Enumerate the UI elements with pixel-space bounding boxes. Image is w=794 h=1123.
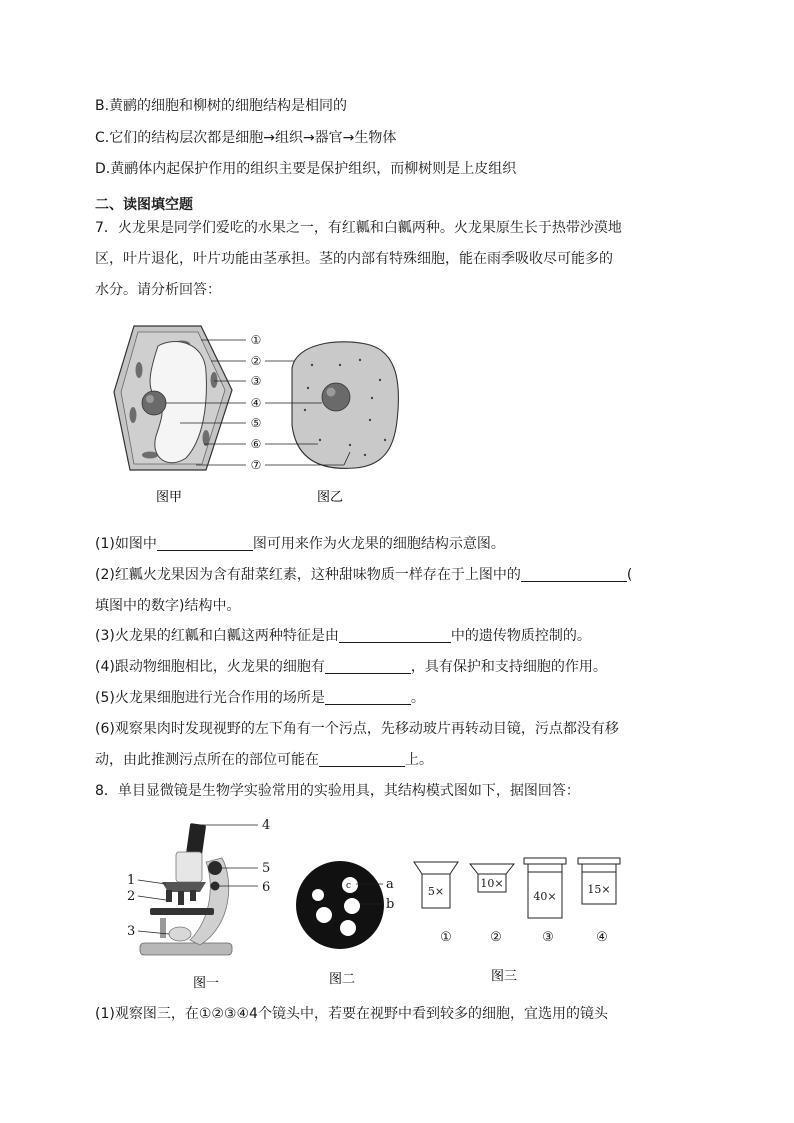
label-m2: 2 xyxy=(127,889,136,904)
microscope-stage xyxy=(150,908,214,915)
q7-sub-4-text: (4)跟动物细胞相比，火龙果的细胞有 xyxy=(95,659,325,675)
lens-number-1: ① xyxy=(440,930,452,945)
fine-focus-knob xyxy=(211,882,220,891)
objective xyxy=(190,890,196,901)
q7-sub-2 xyxy=(95,565,632,585)
disc-hole xyxy=(312,889,324,901)
label-1: ① xyxy=(250,333,262,347)
nucleus xyxy=(142,391,166,415)
section-title: 二、读图填空题 xyxy=(95,197,193,213)
label-3: ③ xyxy=(250,374,262,388)
option-d: D.黄鹂体内起保护作用的组织主要是保护组织，而柳树则是上皮组织 xyxy=(95,161,517,177)
answer-blank[interactable] xyxy=(325,658,411,674)
q8-intro: 8．单目显微镜是生物学实验常用的实验用具，其结构模式图如下，据图回答： xyxy=(95,783,580,799)
answer-blank[interactable] xyxy=(325,689,411,705)
q7-intro-line-2: 区，叶片退化，叶片功能由茎承担。茎的内部有特殊细胞，能在雨季吸收尽可能多的 xyxy=(95,251,613,267)
nucleus-highlight xyxy=(146,395,154,403)
q7-sub-2-cont: 填图中的数字)结构中。 xyxy=(95,598,241,614)
q7-sub-5-text: (5)火龙果细胞进行光合作用的场所是 xyxy=(95,690,325,706)
q7-sub-3-text: (3)火龙果的红瓤和白瓤这两种特征是由 xyxy=(95,628,339,644)
answer-blank[interactable] xyxy=(521,566,627,582)
q7-sub-6-text: 上。 xyxy=(405,752,433,768)
q7-sub-5 xyxy=(95,688,425,708)
option-b: B.黄鹂的细胞和柳树的细胞结构是相同的 xyxy=(95,98,348,114)
objective xyxy=(166,890,172,902)
caption-fig-2: 图二 xyxy=(328,972,356,987)
chloroplast xyxy=(130,407,137,423)
label-2: ② xyxy=(250,354,262,368)
answer-blank[interactable] xyxy=(157,535,253,551)
chloroplast xyxy=(142,452,158,459)
option-c: C.它们的结构层次都是细胞→组织→器官→生物体 xyxy=(95,130,397,146)
q7-sub-3 xyxy=(95,626,591,646)
animal-cell xyxy=(292,342,398,469)
clip xyxy=(160,918,166,938)
q7-sub-2-text: ( xyxy=(626,567,633,583)
animal-nucleus xyxy=(322,383,350,411)
caption-fig-1: 图一 xyxy=(192,976,220,991)
lens-number-2: ② xyxy=(490,930,502,945)
q8-sub-1: (1)观察图三，在①②③④4个镜头中，若要在视野中看到较多的细胞，宜选用的镜头 xyxy=(95,1006,608,1022)
caption-fig-3: 图三 xyxy=(490,969,518,984)
lens-number-3: ③ xyxy=(542,930,554,945)
lens-1 xyxy=(414,862,458,908)
objective xyxy=(178,891,184,905)
lens-4-power: 15× xyxy=(587,883,611,896)
nosepiece-disc xyxy=(296,861,394,949)
caption-fig-jia: 图甲 xyxy=(155,490,183,505)
q7-sub-4 xyxy=(95,657,607,677)
label-a: a xyxy=(386,877,394,892)
label-m3: 3 xyxy=(127,924,136,939)
lens-3-power: 40× xyxy=(533,890,557,903)
q7-sub-6-line-2 xyxy=(95,750,433,770)
q7-sub-2-text: (2)红瓤火龙果因为含有甜菜红素，这种甜味物质一样存在于上图中的 xyxy=(95,567,521,583)
lens-3 xyxy=(524,858,566,918)
lens-number-4: ④ xyxy=(596,930,608,945)
label-7: ⑦ xyxy=(250,458,262,472)
plant-cell xyxy=(114,326,232,470)
lens-2 xyxy=(470,864,514,892)
q7-sub-6-line-1: (6)观察果肉时发现视野的左下角有一个污点，先移动玻片再转动目镜，污点都没有移 xyxy=(95,721,619,737)
q7-sub-4-text: ，具有保护和支持细胞的作用。 xyxy=(410,659,607,675)
answer-blank[interactable] xyxy=(339,627,451,643)
lens-numbers xyxy=(440,930,608,945)
label-m1: 1 xyxy=(127,873,136,888)
q7-intro-line-3: 水分。请分析回答： xyxy=(95,282,221,298)
label-m4: 4 xyxy=(262,818,271,833)
animal-nucleus-highlight xyxy=(327,388,336,397)
mirror xyxy=(169,927,191,941)
q7-sub-1-text: (1)如图中 xyxy=(95,536,157,552)
disc xyxy=(296,861,384,949)
label-m5: 5 xyxy=(262,861,271,876)
label-6: ⑥ xyxy=(250,437,262,451)
lens-set xyxy=(414,858,620,945)
lens-2-power: 10× xyxy=(480,877,504,890)
microscope-base xyxy=(140,943,232,955)
label-m6: 6 xyxy=(262,880,271,895)
lens-4 xyxy=(578,858,620,904)
microscope-figure xyxy=(120,812,640,992)
q7-sub-6-text: 动，由此推测污点所在的部位可能在 xyxy=(95,752,319,768)
structure-labels xyxy=(251,333,262,472)
lens-1-power: 5× xyxy=(427,885,445,898)
label-5: ⑤ xyxy=(250,416,262,430)
answer-blank[interactable] xyxy=(319,751,405,767)
disc-mark: c xyxy=(346,881,352,891)
disc-hole xyxy=(340,920,356,936)
q7-sub-1-text: 图可用来作为火龙果的细胞结构示意图。 xyxy=(252,536,505,552)
q7-sub-3-text: 中的遗传物质控制的。 xyxy=(450,628,591,644)
disc-hole xyxy=(316,907,332,923)
caption-fig-yi: 图乙 xyxy=(316,490,344,505)
q7-intro-line-1: 7．火龙果是同学们爱吃的水果之一，有红瓤和白瓤两种。火龙果原生长于热带沙漠地 xyxy=(95,220,622,236)
label-4: ④ xyxy=(250,396,262,410)
chloroplast xyxy=(211,372,218,388)
chloroplast xyxy=(136,362,143,378)
disc-hole xyxy=(344,898,360,914)
q7-sub-1 xyxy=(95,534,505,554)
microscope xyxy=(140,823,232,955)
label-b: b xyxy=(386,897,395,912)
body-tube xyxy=(176,852,202,882)
q7-sub-5-text: 。 xyxy=(410,690,425,706)
coarse-focus-knob xyxy=(208,861,222,875)
cell-figure xyxy=(108,318,408,513)
